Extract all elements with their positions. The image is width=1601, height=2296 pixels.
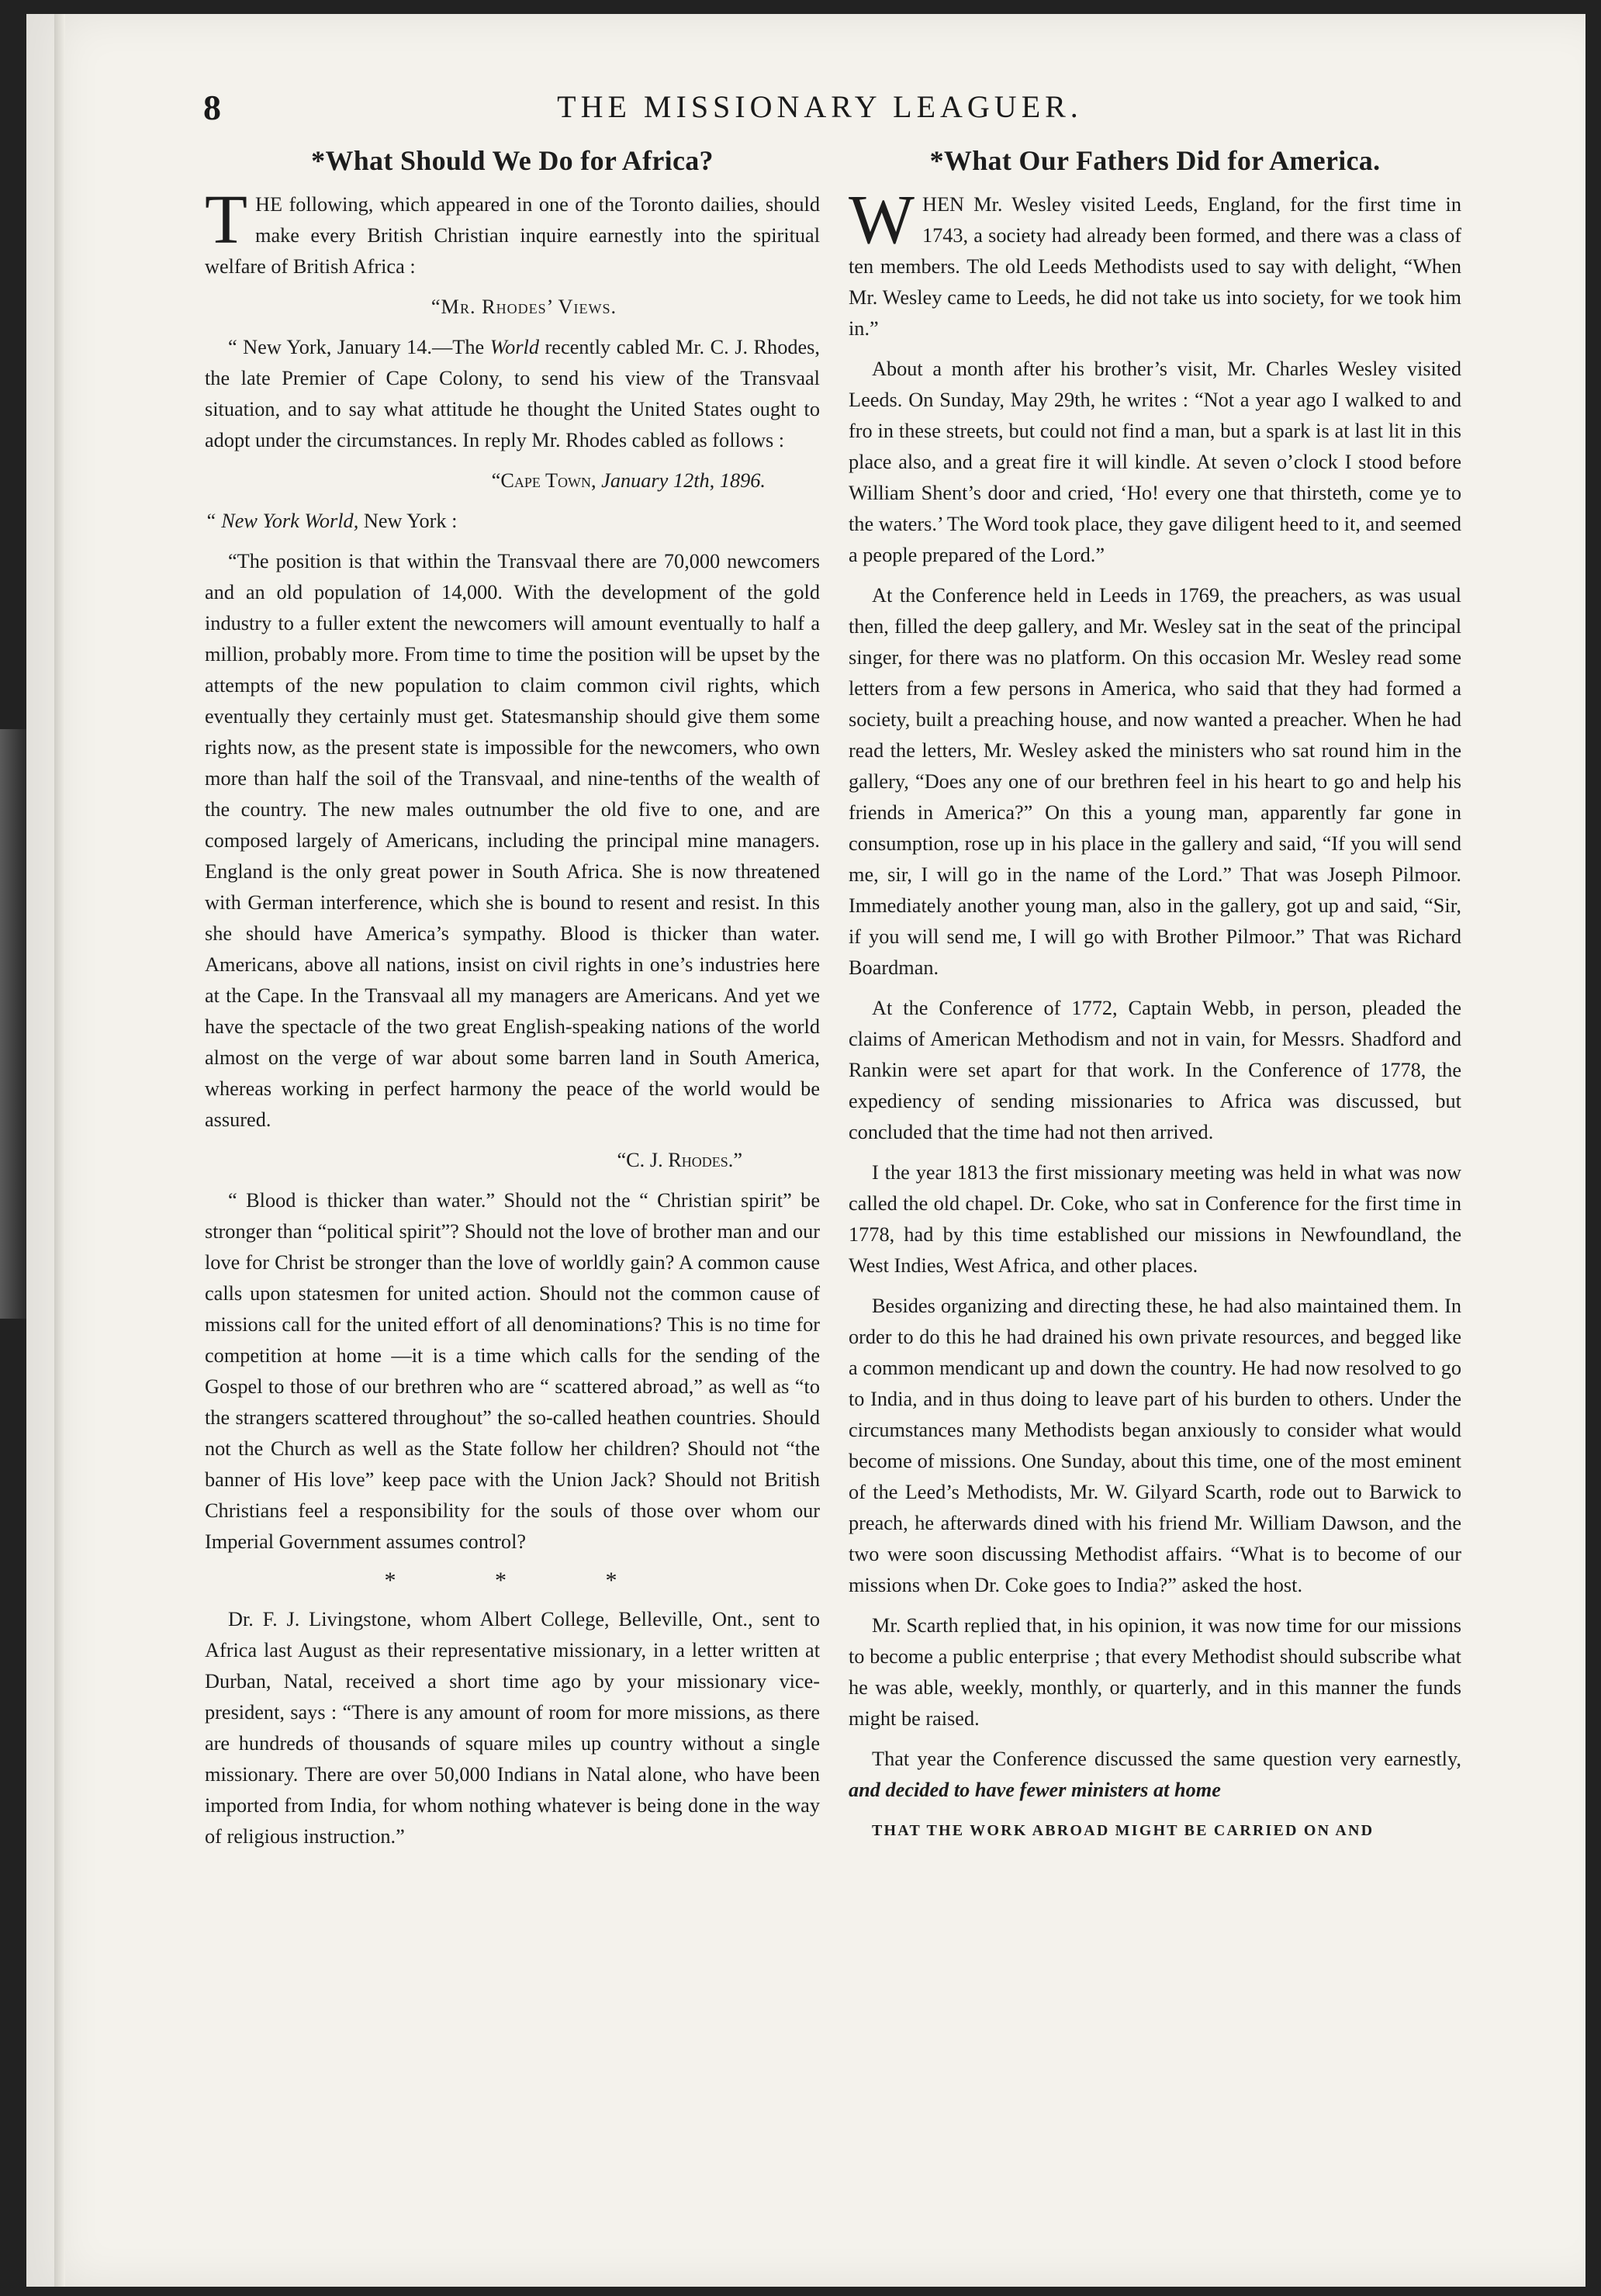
final-italic-text: and decided to have fewer ministers at home <box>849 1779 1221 1801</box>
right-column <box>849 143 1461 1855</box>
commentary-paragraph: “ Blood is thicker than water.” Should not the “ Christian spirit” be stronger than “political spirit”? Should not the love of brother man and our love for Christ be stronger than the love of worldly gain? A common cause calls upon statesmen for united action. Should not the common cause of missions call for the united effort of all denominations? This is no time for competition at home —it is a time which calls for the sending of the Gospel to those of our brethren who are “ scattered abroad,” as well as “to the strangers scattered throughout” the so-called heathen countries. Should not the Church as well as the State follow her children? Should not “the banner of His love” keep pace with the Union Jack? Should not British Christians feel a responsibility for the souls of those over whom our Imperial Government assumes control? <box>205 1189 820 1553</box>
new-york-paragraph <box>205 332 820 456</box>
right-intro-paragraph <box>849 182 1461 344</box>
dateline-date: January 12th, 1896. <box>601 469 766 492</box>
livingstone-paragraph: Dr. F. J. Livingstone, whom Albert College, Belleville, Ont., sent to Africa last August as their representative missionary, in a letter written at Durban, Natal, received a short time ago by your missionary vice-president, says : “There is any amount of room for more missions, as there are hundreds of thousands of square miles up country without a single missionary. There are over 50,000 Indians in Natal alone, who have been imported from India, for whom nothing whatever is being done in the way of religious instruction.” <box>205 1608 820 1848</box>
final-text: That year the Conference discussed the same question very earnestly, <box>872 1748 1461 1770</box>
rhodes-views-heading: “Mr. Rhodes’ Views. <box>431 296 617 318</box>
right-article-title: *What Our Fathers Did for America. <box>929 145 1381 176</box>
left-article-title: *What Should We Do for Africa? <box>311 145 714 176</box>
left-column <box>205 143 820 1862</box>
dateline-place: “Cape Town, <box>491 469 602 492</box>
conference-1772-paragraph: At the Conference of 1772, Captain Webb, in person, pleaded the claims of American Methodism and not in vain, for Messrs. Shadford and Rankin were set apart for that work. In the Conference of 1778, the expediency of sending missionaries to Africa was discussed, but concluded that the time had not then arrived. <box>849 997 1461 1143</box>
page-number: 8 <box>203 88 221 127</box>
charles-wesley-paragraph: About a month after his brother’s visit, Mr. Charles Wesley visited Leeds. On Sunday, May 29th, he writes : “Not a year ago I walked to and fro in these streets, but could not find a man, but a spark is at last lit in this place also, and a great fire it will kindle. At seven o’clock I stood before William Shent’s door and cried, ‘Ho! every one that thirsteth, come ye to the waters.’ The Word took place, they gave diligent heed to it, and seemed a people prepared of the Lord.” <box>849 358 1461 566</box>
final-paragraph <box>849 1744 1461 1806</box>
world-newspaper-name: World <box>489 336 540 358</box>
rhodes-signature: “C. J. Rhodes.” <box>617 1149 742 1171</box>
scarth-reply-paragraph: Mr. Scarth replied that, in his opinion, it was now time for our missions to become a public enterprise ; that every Methodist should subscribe what he was able, weekly, monthly, or quarterly, and in this manner the funds might be raised. <box>849 1614 1461 1730</box>
address-newspaper: “ New York World, <box>205 510 359 532</box>
address-line <box>205 506 820 537</box>
address-city: New York : <box>358 510 458 532</box>
running-head <box>203 87 1437 133</box>
conference-1769-paragraph: At the Conference held in Leeds in 1769, the preachers, as was usual then, filled the deep gallery, and Mr. Wesley sat in the seat of the principal singer, for there was no platform. On this occasion Mr. Wesley read some letters from a few persons in America, who said that they had formed a society, built a preaching house, and now wanted a preacher. When he had read the letters, Mr. Wesley asked the ministers who sat round him in the gallery, “Does any one of our brethren feel in his heart to go and help his friends in America?” On this a young man, apparently far gone in consumption, rose up in his place in the gallery and said, “If you will send me, sir, I will go in the name of the Lord.” That was Joseph Pilmoor. Immediately another young man, also in the gallery, got up and said, “Sir, if you will send me, I will go with Brother Pilmoor.” That was Richard Boardman. <box>849 584 1461 979</box>
cape-town-dateline <box>205 465 820 496</box>
drop-cap-w: W <box>849 182 915 258</box>
new-york-text-a: “ New York, January 14.—The <box>228 336 490 358</box>
dr-coke-paragraph: Besides organizing and directing these, he had also maintained them. In order to do this he had drained his own private resources, and begged like a common mendicant up and down the country. He had now resolved to go to India, and in thus doing to leave part of his burden to others. Under the circumstances many Methodists began anxiously to consider what would become of missions. One Sunday, about this time, one of the most eminent of the Leed’s Methodists, Mr. W. Gilyard Scarth, rode out to Barwick to preach, he afterwards dined with his friend Mr. William Dawson, and the two were soon discussing Methodist affairs. “What is to become of our missions when Dr. Coke goes to India?” asked the host. <box>849 1295 1461 1596</box>
left-intro-text: HE following, which appeared in one of the Toronto dailies, should make every British Christian inquire earnestly into the spiritual welfare of British Africa : <box>205 193 820 278</box>
journal-title: THE MISSIONARY LEAGUER. <box>557 89 1083 124</box>
drop-cap-t: T <box>205 182 247 258</box>
year-1813-paragraph: I the year 1813 the first missionary meeting was held in what was now called the old chapel. Dr. Coke, who sat in Conference for the first time in 1778, had by this time established our missions in Newfoundland, the West Indies, West Africa, and other places. <box>849 1161 1461 1277</box>
right-intro-text: HEN Mr. Wesley visited Leeds, England, for the first time in 1743, a society had already been formed, and there was a class of ten members. The old Leeds Methodists used to say with delight, “When Mr. Wesley came to Leeds, he did not take us into society, for we took him in.” <box>849 193 1461 340</box>
section-divider-stars: * * * <box>384 1568 664 1593</box>
page-gutter <box>54 14 65 2287</box>
left-intro-paragraph <box>205 182 820 282</box>
rhodes-cable-paragraph: “The position is that within the Transvaal there are 70,000 newcomers and an old population of 14,000. With the development of the gold industry to a fuller extent the newcomers will amount eventually to half a million, probably more. From time to time the position will be upset by the attempts of the new population to claim common civil rights, which eventually they certainly must get. Statesmanship should give them some rights now, as the present state is impossible for the newcomers, who own more than half the soil of the Transvaal, and nine-tenths of the wealth of the country. The new males outnumber the old five to one, and are composed largely of Americans, including the principal mine managers. England is the only great power in South Africa. She is now threatened with German interference, which she is bound to resent and resist. In this she should have America’s sympathy. Blood is thicker than water. Americans, above all nations, insist on civil rights in one’s industries here at the Cape. In the Transvaal all my managers are Americans. And yet we have the spectacle of the two great English-speaking nations of the world almost on the verge of war about some barren land in South America, whereas working in perfect harmony the peace of the world would be assured. <box>205 550 820 1131</box>
adjacent-page-edge <box>0 729 26 1319</box>
closing-caps-line: THAT THE WORK ABROAD MIGHT BE CARRIED ON AND <box>872 1822 1375 1839</box>
new-york-text-b: recently cabled Mr. C. J. Rhodes, the late Premier of Cape Colony, to send his view of the Transvaal situation, and to say what attitude he thought the United States ought to adopt under the circumstances. In reply Mr. Rhodes cabled as follows : <box>205 336 820 451</box>
